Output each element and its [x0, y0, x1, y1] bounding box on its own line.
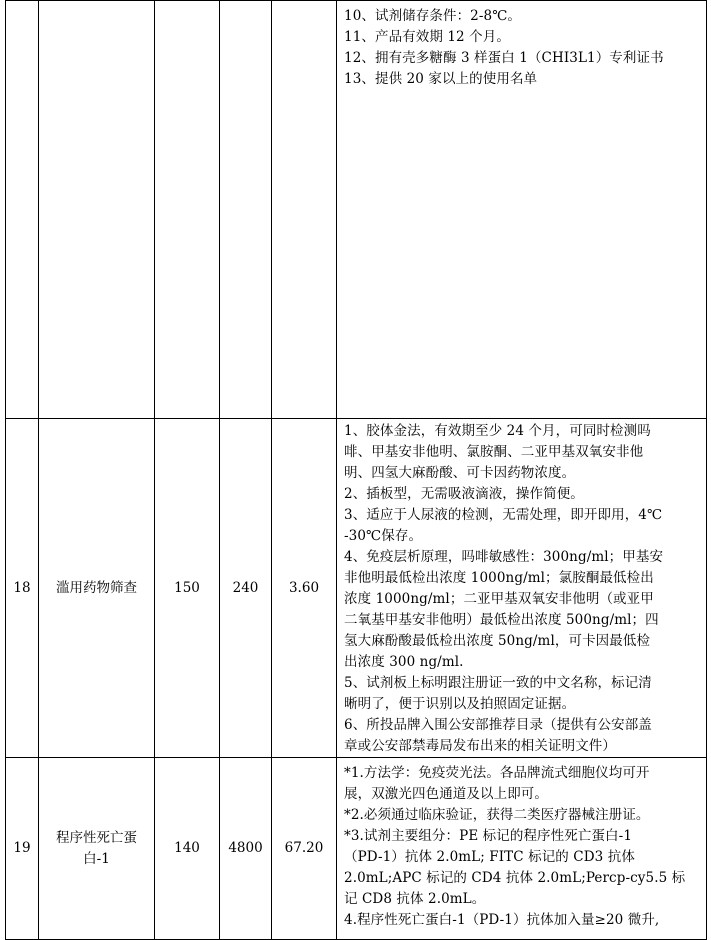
spec-line: 3、适应于人尿液的检测，无需处理，即开即用，4℃: [344, 507, 663, 523]
spec-line: 非他明最低检出浓度 1000ng/ml；氯胺酮最低检出: [344, 570, 654, 586]
spec-line: 6、所投品牌入围公安部推荐目录（提供有公安部盖: [344, 717, 652, 733]
spec-line: 13、提供 20 家以上的使用名单: [344, 71, 538, 87]
spec-line: 5、试剂板上标明跟注册证一致的中文名称，标记清: [344, 675, 652, 691]
spec-line: -30℃保存。: [344, 528, 423, 544]
table-row: [6, 419, 707, 758]
spec-line: 2、插板型，无需吸液滴液，操作简便。: [344, 486, 584, 502]
spec-line: 氢大麻酚酸最低检出浓度 50ng/ml，可卡因最低检: [344, 633, 651, 649]
quantity-cell: [155, 1, 220, 419]
spec-line: 4、免疫层析原理，吗啡敏感性：300ng/ml；甲基安: [344, 549, 664, 565]
spec-cell: [337, 758, 707, 940]
total-cell: [272, 1, 337, 419]
row-number-cell: 19: [6, 758, 39, 940]
procurement-spec-table: [5, 0, 707, 940]
item-name-cell: 滥用药物筛查: [39, 419, 155, 758]
spec-line: 出浓度 300 ng/ml.: [344, 654, 464, 670]
spec-line: 晰明了，便于识别以及拍照固定证据。: [344, 696, 576, 712]
total-cell: 3.60: [272, 419, 337, 758]
spec-line: 二氧基甲基安非他明）最低检出浓度 500ng/ml；四: [344, 612, 659, 628]
row-number-cell: 18: [6, 419, 39, 758]
table-row: [6, 1, 707, 419]
spec-line: *3.试剂主要组分：PE 标记的程序性死亡蛋白-1: [344, 828, 633, 844]
unit-price-cell: 240: [220, 419, 272, 758]
spec-line: 啡、甲基安非他明、氯胺酮、二亚甲基双氧安非他: [344, 444, 644, 460]
item-name-cell: [39, 1, 155, 419]
table-row: [6, 758, 707, 940]
spec-cell: [337, 419, 707, 758]
spec-line: 浓度 1000ng/ml；二亚甲基双氧安非他明（或亚甲: [344, 591, 654, 607]
row-number-cell: [6, 1, 39, 419]
quantity-cell: 150: [155, 419, 220, 758]
spec-line: （PD-1）抗体 2.0mL; FITC 标记的 CD3 抗体: [344, 849, 635, 865]
quantity-cell: 140: [155, 758, 220, 940]
spec-line: 11、产品有效期 12 个月。: [344, 29, 510, 45]
spec-line: 10、试剂储存条件：2-8℃。: [344, 8, 522, 24]
spec-line: 2.0mL;APC 标记的 CD4 抗体 2.0mL;Percp-cy5.5 标: [344, 870, 686, 886]
spec-line: *2.必须通过临床验证，获得二类医疗器械注册证。: [344, 807, 650, 823]
item-name-line: 程序性死亡蛋: [56, 829, 137, 846]
spec-line: 1、胶体金法，有效期至少 24 个月，可同时检测吗: [344, 423, 651, 439]
spec-line: 记 CD8 抗体 2.0mL。: [344, 891, 486, 907]
spec-cell: [337, 1, 707, 419]
spec-line: 展，双激光四色通道及以上即可。: [344, 786, 548, 802]
item-name-line: 白-1: [83, 850, 110, 867]
spec-line: 12、拥有壳多糖酶 3 样蛋白 1（CHI3L1）专利证书: [344, 50, 664, 66]
unit-price-cell: 4800: [220, 758, 272, 940]
spec-line: *1.方法学：免疫荧光法。各品牌流式细胞仪均可开: [344, 765, 650, 781]
total-cell: 67.20: [272, 758, 337, 940]
item-name-cell: [39, 758, 155, 940]
spec-line: 4.程序性死亡蛋白-1（PD-1）抗体加入量≥20 微升,: [344, 912, 660, 928]
spec-line: 章或公安部禁毒局发布出来的相关证明文件）: [344, 738, 616, 754]
spec-line: 明、四氢大麻酚酸、可卡因药物浓度。: [344, 465, 576, 481]
unit-price-cell: [220, 1, 272, 419]
